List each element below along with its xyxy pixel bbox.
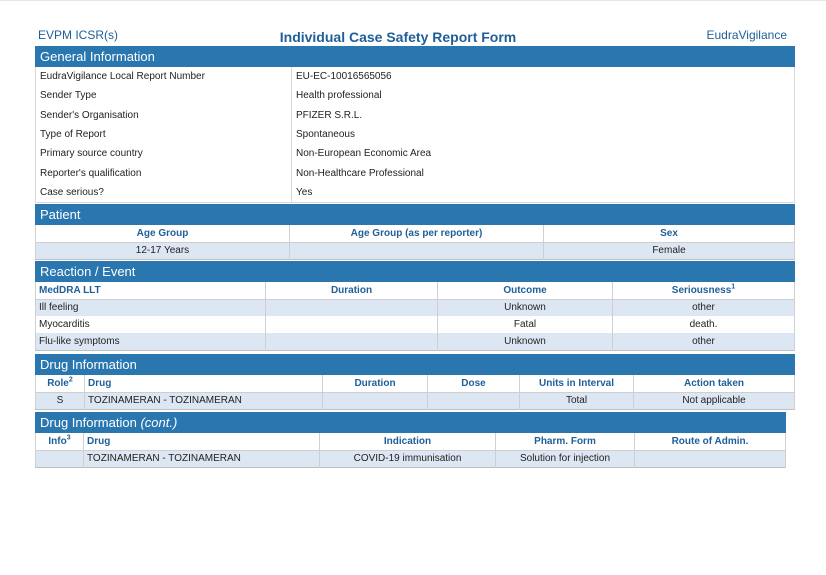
column-header: Indication: [320, 433, 496, 450]
footnote-marker: 1: [731, 283, 736, 291]
section-title: Drug Information: [35, 354, 795, 375]
field-label: Sender Type: [36, 86, 292, 105]
table-row: [36, 125, 795, 144]
table-cell: [266, 333, 438, 350]
column-header: Outcome: [438, 282, 613, 299]
general-information-section: [35, 46, 795, 203]
table-cell: S: [36, 392, 85, 409]
table-cell: Female: [544, 242, 795, 259]
general-information-table: [35, 67, 795, 203]
field-value: PFIZER S.R.L.: [292, 106, 795, 125]
table-row: [36, 106, 795, 125]
reaction-event-section: [35, 261, 795, 351]
section-title-text: Drug Information: [40, 415, 137, 430]
table-row: [36, 67, 795, 86]
field-value: Yes: [292, 183, 795, 202]
table-row: [36, 86, 795, 105]
table-cell: COVID-19 immunisation: [320, 450, 496, 467]
table-row: [36, 144, 795, 163]
drug-information-cont-section: [35, 412, 786, 468]
table-cell: [290, 242, 544, 259]
column-header: Duration: [266, 282, 438, 299]
field-value: Non-Healthcare Professional: [292, 163, 795, 182]
column-header-seriousness: [613, 282, 795, 299]
field-label: Case serious?: [36, 183, 292, 202]
drug-information-section: [35, 354, 795, 410]
table-cell: [266, 316, 438, 333]
table-cell: Fatal: [438, 316, 613, 333]
column-header: Seriousness: [671, 284, 732, 296]
table-cell: Total: [520, 392, 634, 409]
table-row: [36, 242, 795, 259]
column-header: Sex: [544, 225, 795, 242]
table-row: [36, 333, 795, 350]
table-cell: Unknown: [438, 333, 613, 350]
column-header: Info: [48, 435, 67, 447]
column-header: Route of Admin.: [635, 433, 786, 450]
column-header: MedDRA LLT: [36, 282, 266, 299]
column-header: Dose: [428, 375, 520, 392]
column-header: Duration: [323, 375, 428, 392]
table-cell: [36, 450, 84, 467]
table-cell: death.: [613, 316, 795, 333]
top-border: [0, 0, 826, 1]
table-cell: Solution for injection: [496, 450, 635, 467]
column-header: Drug: [85, 375, 323, 392]
field-value: Health professional: [292, 86, 795, 105]
header-right-label: EudraVigilance: [706, 28, 787, 42]
field-label: EudraVigilance Local Report Number: [36, 67, 292, 86]
table-cell: [635, 450, 786, 467]
table-cell: TOZINAMERAN - TOZINAMERAN: [85, 392, 323, 409]
table-cell: other: [613, 333, 795, 350]
column-header: Action taken: [634, 375, 795, 392]
drug-table: [35, 375, 795, 410]
field-value: Non-European Economic Area: [292, 144, 795, 163]
column-header: Drug: [84, 433, 320, 450]
table-row: [36, 316, 795, 333]
table-cell: Unknown: [438, 299, 613, 316]
column-header: Role: [47, 377, 69, 389]
column-header-role: [36, 375, 85, 392]
table-row: [36, 299, 795, 316]
column-header: Pharm. Form: [496, 433, 635, 450]
field-value: EU-EC-10016565056: [292, 67, 795, 86]
field-value: Spontaneous: [292, 125, 795, 144]
column-header-info: [36, 433, 84, 450]
table-cell: Not applicable: [634, 392, 795, 409]
patient-table: [35, 225, 795, 260]
patient-section: [35, 204, 795, 260]
section-title: Patient: [35, 204, 795, 225]
footnote-marker: 2: [68, 376, 73, 384]
section-title: [35, 412, 786, 433]
column-header: Age Group (as per reporter): [290, 225, 544, 242]
field-label: Reporter's qualification: [36, 163, 292, 182]
table-cell: Myocarditis: [36, 316, 266, 333]
table-row: [36, 183, 795, 202]
table-row: [36, 392, 795, 409]
reaction-table: [35, 282, 795, 351]
table-cell: Flu-like symptoms: [36, 333, 266, 350]
table-cell: other: [613, 299, 795, 316]
column-header: Age Group: [36, 225, 290, 242]
table-cell: [266, 299, 438, 316]
table-cell: TOZINAMERAN - TOZINAMERAN: [84, 450, 320, 467]
field-label: Primary source country: [36, 144, 292, 163]
field-label: Type of Report: [36, 125, 292, 144]
table-cell: Ill feeling: [36, 299, 266, 316]
column-header: Units in Interval: [520, 375, 634, 392]
section-title: Reaction / Event: [35, 261, 795, 282]
table-row: [36, 163, 795, 182]
section-title: General Information: [35, 46, 795, 67]
field-label: Sender's Organisation: [36, 106, 292, 125]
table-cell: [428, 392, 520, 409]
page-title: Individual Case Safety Report Form: [279, 29, 517, 45]
table-cell: 12-17 Years: [36, 242, 290, 259]
drug-cont-table: [35, 433, 786, 468]
footnote-marker: 3: [66, 434, 71, 442]
table-cell: [323, 392, 428, 409]
table-row: [36, 450, 786, 467]
header-left-label: EVPM ICSR(s): [38, 28, 119, 42]
section-title-suffix: (cont.): [140, 415, 178, 430]
